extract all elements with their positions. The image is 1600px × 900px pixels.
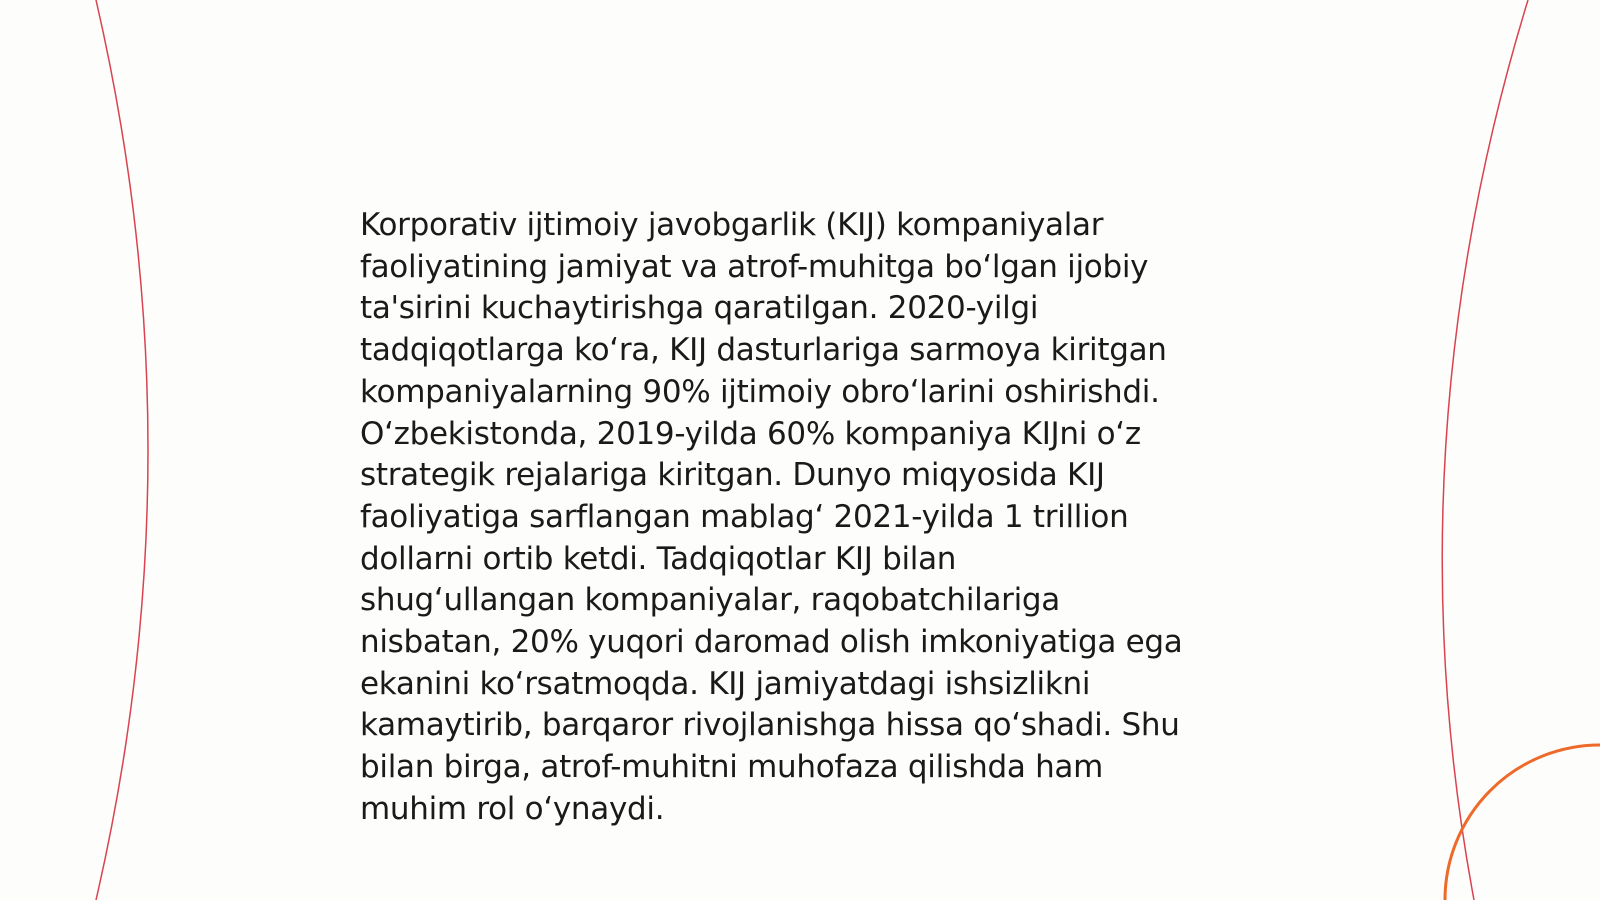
text-line: muhim rol oʻynaydi. [360,790,665,827]
text-line: tadqiqotlarga koʻra, KIJ dasturlariga sarmoya kiritgan [360,332,1167,369]
text-line: dollarni ortib ketdi. Tadqiqotlar KIJ bilan [360,540,957,577]
text-line: Korporativ ijtimoiy javobgarlik (KIJ) kompaniyalar [360,207,1104,243]
text-line: faoliyatiga sarflangan mablagʻ 2021-yilda 1 trillion [360,498,1129,535]
corner-arc [1445,745,1600,900]
text-line: nisbatan, 20% yuqori daromad olish imkoniyatiga ega [360,624,1183,661]
text-line: kamaytirib, barqaror rivojlanishga hissa qoʻshadi. Shu [360,707,1180,744]
text-line: ta'sirini kuchaytirishga qaratilgan. 2020-yilgi [360,290,1039,327]
text-line: Oʻzbekistonda, 2019-yilda 60% kompaniya KIJni oʻz [360,415,1141,452]
text-line: strategik rejalariga kiritgan. Dunyo miqyosida KIJ [360,457,1105,494]
text-line: ekanini koʻrsatmoqda. KIJ jamiyatdagi ishsizlikni [360,665,1091,702]
text-line: shugʻullangan kompaniyalar, raqobatchilariga [360,582,1060,619]
right-curve [1442,0,1528,900]
body-paragraph [360,205,1240,831]
text-line: faoliyatining jamiyat va atrof-muhitga boʻlgan ijobiy [360,248,1149,285]
left-curve [96,0,148,900]
text-line: bilan birga, atrof-muhitni muhofaza qilishda ham [360,749,1104,786]
text-line: kompaniyalarning 90% ijtimoiy obroʻlarini oshirishdi. [360,373,1160,410]
